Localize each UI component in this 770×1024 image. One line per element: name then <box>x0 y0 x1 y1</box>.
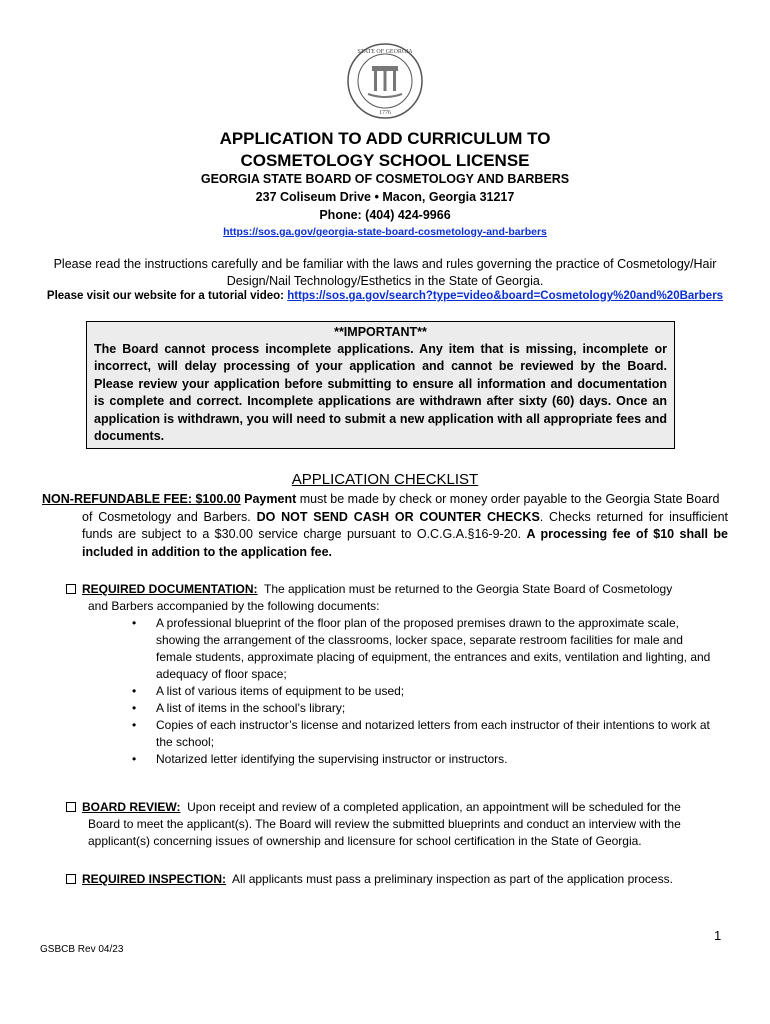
list-item <box>66 683 716 700</box>
fee-paragraph <box>42 491 728 561</box>
board-website-link[interactable]: https://sos.ga.gov/georgia-state-board-cosmetology-and-barbers <box>223 226 547 238</box>
seal-top-text: STATE OF GEORGIA <box>357 49 413 55</box>
board-review-text-2: Board to meet the applicant(s). The Board will review the submitted blueprints and conduct an interview with the applicant(s) concerning issues of ownership and licensure for school certification in the State of Georgia. <box>88 817 681 848</box>
board-review-label: BOARD REVIEW: <box>82 800 181 814</box>
checkbox-icon[interactable] <box>66 874 76 884</box>
tutorial-line <box>0 290 770 302</box>
board-name: GEORGIA STATE BOARD OF COSMETOLOGY AND BARBERS <box>200 172 570 186</box>
page-number: 1 <box>714 928 722 943</box>
documents-list <box>66 615 716 768</box>
list-item <box>66 615 716 683</box>
required-inspection-text: All applicants must pass a preliminary inspection as part of the application process. <box>232 872 673 886</box>
title-line-1: APPLICATION TO ADD CURRICULUM TO <box>219 129 551 148</box>
list-item <box>66 717 716 751</box>
important-text: The Board cannot process incomplete applications. Any item that is missing, incomplete or incorrect, will delay processing of your application and cannot be reviewed by the Board. Please review your application before submitting to ensure all information and documentation is complete and correct. Incomplete applications are withdrawn after sixty (60) days. Once an application is withdrawn, you will need to submit a new application with all appropriate fees and documents. <box>94 342 667 444</box>
list-item-text: Copies of each instructor’s license and notarized letters from each instructor of their intentions to work at the school; <box>156 718 710 749</box>
fee-text-1: must be made by check or money order payable to the Georgia State Board <box>299 492 720 506</box>
required-documentation-label: REQUIRED DOCUMENTATION: <box>82 582 258 596</box>
intro-text: Please read the instructions carefully and be familiar with the laws and rules governing the practice of Cosmetology/Hair Design/Nail Technology/Esthetics in the State of Georgia. <box>53 257 717 288</box>
list-item <box>66 700 716 717</box>
bullet-icon: • <box>132 701 137 715</box>
document-title <box>0 128 770 172</box>
fee-text-2: of Cosmetology and Barbers. <box>82 509 251 524</box>
bullet-icon: • <box>132 752 137 766</box>
required-documentation-section <box>66 581 716 768</box>
fee-label: NON-REFUNDABLE FEE: $100.00 <box>42 492 241 506</box>
list-item-text: A list of items in the school’s library; <box>156 701 346 715</box>
important-heading: **IMPORTANT** <box>334 325 427 339</box>
important-notice-box <box>86 321 675 449</box>
georgia-state-seal <box>346 42 424 120</box>
checklist-title <box>0 471 770 488</box>
checkbox-icon[interactable] <box>66 802 76 812</box>
revision-label: GSBCB Rev 04/23 <box>40 944 124 955</box>
board-phone: Phone: (404) 424-9966 <box>319 208 451 222</box>
seal-year: 1776 <box>379 110 391 116</box>
fee-processing-bold: A processing fee of $10 shall be included in addition to the application fee. <box>82 527 728 559</box>
tutorial-video-link[interactable]: https://sos.ga.gov/search?type=video&board=Cosmetology%20and%20Barbers <box>287 290 724 302</box>
required-documentation-text: The application must be returned to the Georgia State Board of Cosmetology <box>264 582 673 596</box>
title-line-2: COSMETOLOGY SCHOOL LICENSE <box>240 151 530 170</box>
checkbox-icon[interactable] <box>66 584 76 594</box>
fee-continuation <box>42 509 728 562</box>
bullet-icon: • <box>132 616 137 630</box>
list-item <box>66 751 716 768</box>
fee-text-3: . Checks returned for insufficient funds are subject to a $30.00 service charge pursuant to O.C.G.A.§16-9-20. <box>82 509 728 541</box>
list-item-text: A list of various items of equipment to be used; <box>156 684 405 698</box>
fee-payment-bold: Payment <box>244 492 297 506</box>
tutorial-label: Please visit our website for a tutorial video: <box>46 290 285 302</box>
list-item-text: A professional blueprint of the floor plan of the proposed premises drawn to the approximate scale, showing the arrangement of the classrooms, locker space, separate restroom facilities for male and female students, approximate placing of equipment, the entrances and exits, ventilation and lighting, and adequacy of floor space; <box>156 616 711 681</box>
bullet-icon: • <box>132 718 137 732</box>
board-review-section <box>66 799 716 850</box>
bullet-icon: • <box>132 684 137 698</box>
list-item-text: Notarized letter identifying the supervising instructor or instructors. <box>156 752 508 766</box>
board-address: 237 Coliseum Drive • Macon, Georgia 31217 <box>255 190 515 204</box>
checklist-title-text: APPLICATION CHECKLIST <box>291 471 479 488</box>
required-documentation-text-2: and Barbers accompanied by the following documents: <box>88 599 380 613</box>
board-review-text: Upon receipt and review of a completed application, an appointment will be scheduled for the <box>187 800 681 814</box>
required-inspection-section <box>66 871 716 888</box>
fee-no-cash-bold: DO NOT SEND CASH OR COUNTER CHECKS <box>256 509 540 524</box>
required-inspection-label: REQUIRED INSPECTION: <box>82 872 227 886</box>
